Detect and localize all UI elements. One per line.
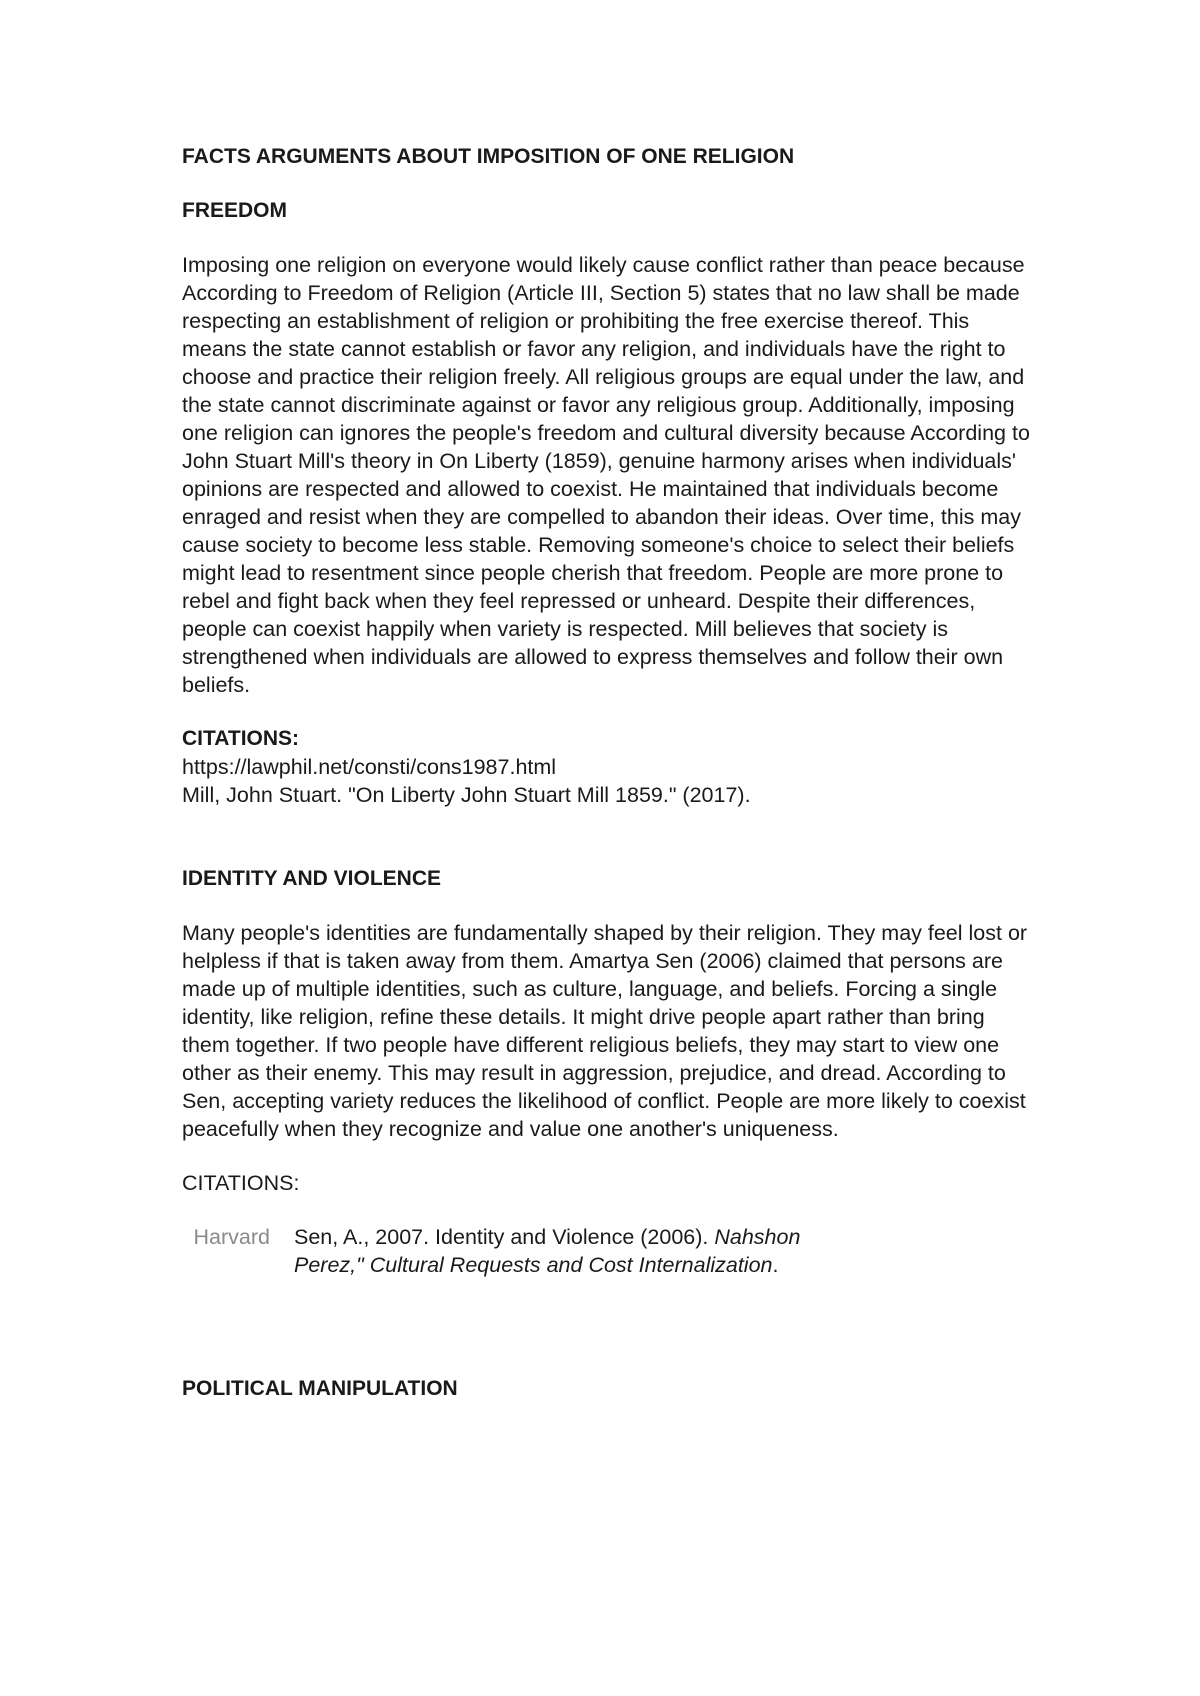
section-heading-freedom: FREEDOM [182, 199, 287, 222]
section-spacer [182, 809, 1032, 865]
harvard-reference-plain: Sen, A., 2007. Identity and Violence (2006). [294, 1225, 715, 1249]
harvard-citation [182, 1223, 1032, 1307]
citations-heading-identity-violence: CITATIONS: [182, 1171, 300, 1195]
harvard-reference-sen [294, 1223, 814, 1279]
citations-heading-freedom: CITATIONS: [182, 727, 300, 750]
harvard-style-label: Harvard [193, 1225, 270, 1249]
section-heading-identity-violence: IDENTITY AND VIOLENCE [182, 867, 442, 890]
section-body-freedom: Imposing one religion on everyone would likely cause conflict rather than peace because According to Freedom of Religion (Article III, Section 5) states that no law shall be made respecting an establishment of religion or prohibiting the free exercise thereof. This means the state cannot establish or favor any religion, and individuals have the right to choose and practice their religion freely. All religious groups are equal under the law, and the state cannot discriminate against or favor any religious group. Additionally, imposing one religion can ignores the people's freedom and cultural diversity because According to John Stuart Mill's theory in On Liberty (1859), genuine harmony arises when individuals' opinions are respected and allowed to coexist. He maintained that individuals become enraged and resist when they are compelled to abandon their ideas. Over time, this may cause society to become less stable. Removing someone's choice to select their beliefs might lead to resentment since people cherish that freedom. People are more prone to rebel and fight back when they feel repressed or unheard. Despite their differences, people can coexist happily when variety is respected. Mill believes that society is strengthened when individuals are allowed to express themselves and follow their own beliefs. [182, 253, 1030, 697]
document-title: FACTS ARGUMENTS ABOUT IMPOSITION OF ONE RELIGION [182, 145, 795, 168]
harvard-reference-italic: Nahshon Perez," Cultural Requests and Cost Internalization [294, 1225, 801, 1277]
citation-lawphil: https://lawphil.net/consti/cons1987.html [182, 755, 557, 779]
section-spacer [182, 1307, 1032, 1375]
harvard-reference-end: . [772, 1253, 779, 1277]
document-page [182, 143, 1032, 1429]
section-heading-political-manipulation: POLITICAL MANIPULATION [182, 1377, 458, 1400]
citation-mill: Mill, John Stuart. "On Liberty John Stuart Mill 1859." (2017). [182, 783, 751, 807]
section-body-identity-violence: Many people's identities are fundamentally shaped by their religion. They may feel lost or helpless if that is taken away from them. Amartya Sen (2006) claimed that persons are made up of multiple identities, such as culture, language, and beliefs. Forcing a single identity, like religion, refine these details. It might drive people apart rather than bring them together. If two people have different religious beliefs, they may start to view one other as their enemy. This may result in aggression, prejudice, and dread. According to Sen, accepting variety reduces the likelihood of conflict. People are more likely to coexist peacefully when they recognize and value one another's uniqueness. [182, 921, 1028, 1141]
